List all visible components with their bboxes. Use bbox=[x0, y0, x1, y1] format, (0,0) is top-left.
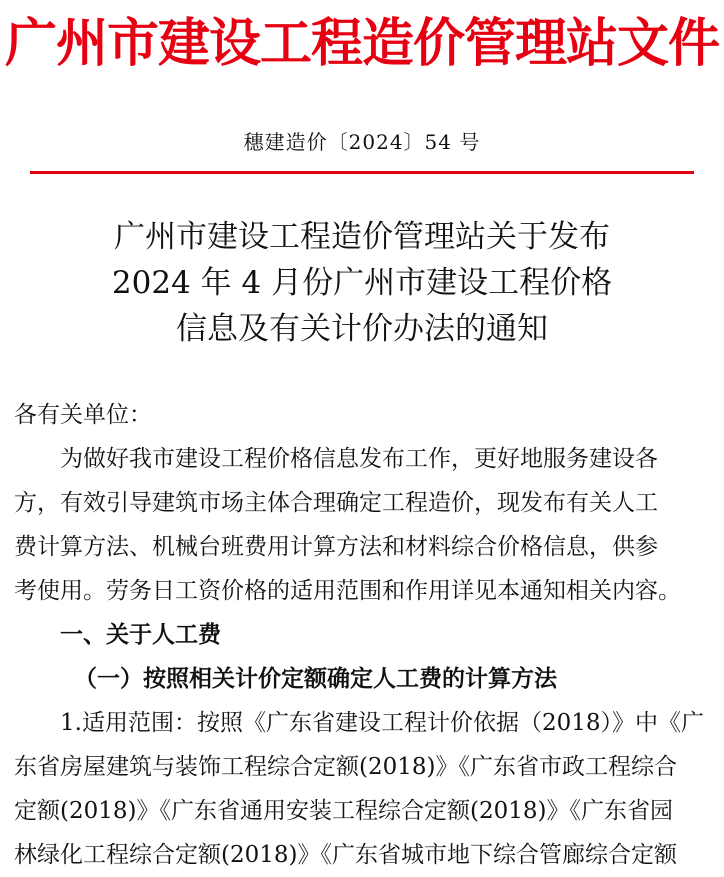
issuer-header-title: 广州市建设工程造价管理站文件 bbox=[4, 13, 719, 74]
notice-title-line-2: 2024 年 4 月份广州市建设工程价格 bbox=[111, 265, 613, 301]
item-1-line-4: 林绿化工程综合定额(2018)》《广东省城市地下综合管廊综合定额 bbox=[14, 842, 677, 868]
paragraph-1-line-3: 费计算方法、机械台班费用计算方法和材料综合价格信息，供参 bbox=[14, 534, 658, 560]
paragraph-1-line-1: 为做好我市建设工程价格信息发布工作，更好地服务建设各 bbox=[60, 446, 658, 472]
item-1-line-1: 1.适用范围：按照《广东省建设工程计价依据（2018）》中《广 bbox=[60, 710, 704, 736]
notice-title-line-3: 信息及有关计价办法的通知 bbox=[176, 311, 548, 347]
section-1-heading: 一、关于人工费 bbox=[60, 622, 221, 648]
document-body bbox=[14, 393, 714, 877]
item-1-line-3: 定额(2018)》《广东省通用安装工程综合定额(2018)》《广东省园 bbox=[14, 798, 673, 824]
document-number: 穗建造价〔2024〕54 号 bbox=[243, 130, 481, 154]
red-divider-line bbox=[30, 171, 694, 174]
salutation: 各有关单位： bbox=[14, 402, 152, 428]
subsection-1-heading: （一）按照相关计价定额确定人工费的计算方法 bbox=[74, 665, 557, 692]
notice-title bbox=[0, 214, 724, 352]
item-1-line-2: 东省房屋建筑与装饰工程综合定额(2018)》《广东省市政工程综合 bbox=[14, 754, 677, 780]
paragraph-1-line-4: 考使用。劳务日工资价格的适用范围和作用详见本通知相关内容。 bbox=[14, 578, 681, 604]
notice-title-line-1: 广州市建设工程造价管理站关于发布 bbox=[114, 219, 610, 255]
paragraph-1-line-2: 方，有效引导建筑市场主体合理确定工程造价，现发布有关人工 bbox=[14, 490, 658, 516]
